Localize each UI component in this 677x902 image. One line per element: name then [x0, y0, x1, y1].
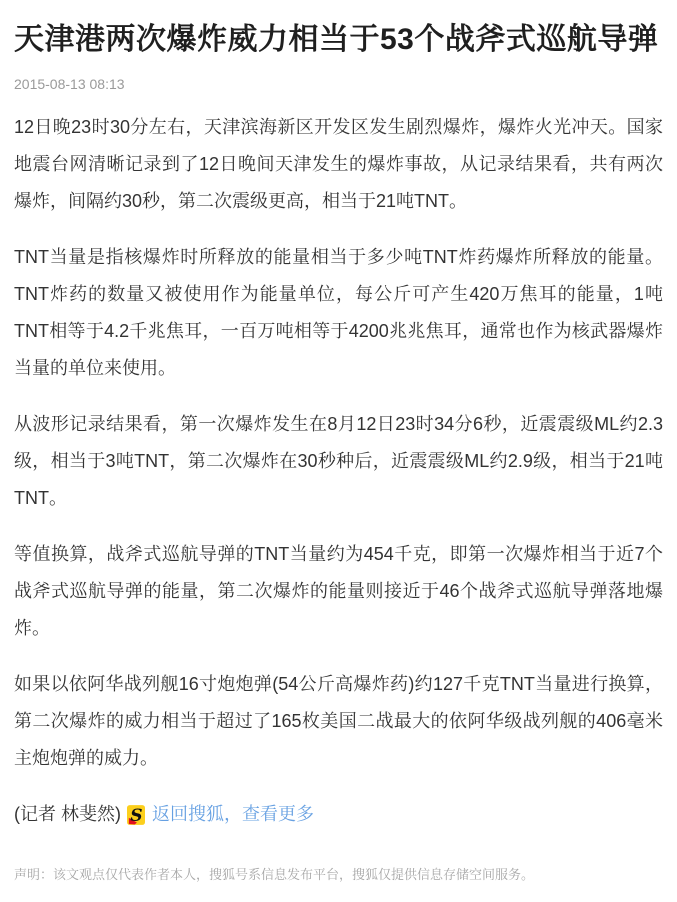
article-paragraph: 12日晚23时30分左右，天津滨海新区开发区发生剧烈爆炸，爆炸火光冲天。国家地震台网清晰记录到了12日晚间天津发生的爆炸事故，从记录结果看，共有两次爆炸，间隔约30秒，第二次震级更高，相当于21吨TNT。: [14, 117, 663, 211]
publish-date: 2015-08-13 08:13: [14, 76, 125, 92]
page-title: 天津港两次爆炸威力相当于53个战斧式巡航导弹: [14, 23, 659, 56]
back-link-label[interactable]: 返回搜狐，查看更多: [152, 804, 314, 824]
reporter-credit: (记者 林斐然): [14, 804, 121, 824]
article-paragraph: TNT当量是指核爆炸时所释放的能量相当于多少吨TNT炸药爆炸所释放的能量。TNT炸药的数量又被使用作为能量单位，每公斤可产生420万焦耳的能量，1吨TNT相等于4.2千兆焦耳，一百万吨相等于4200兆兆焦耳，通常也作为核武器爆炸当量的单位来使用。: [14, 247, 663, 378]
article-paragraph: 如果以依阿华战列舰16寸炮炮弹(54公斤高爆炸药)约127千克TNT当量进行换算，第二次爆炸的威力相当于超过了165枚美国二战最大的依阿华级战列舰的406毫米主炮炮弹的威力。: [14, 674, 663, 768]
article-paragraph: 等值换算，战斧式巡航导弹的TNT当量约为454千克，即第一次爆炸相当于近7个战斧式巡航导弹的能量，第二次爆炸的能量则接近于46个战斧式巡航导弹落地爆炸。: [14, 544, 663, 638]
platform-disclaimer: 声明：该文观点仅代表作者本人，搜狐号系信息发布平台，搜狐仅提供信息存储空间服务。: [14, 867, 535, 882]
reporter-line: [14, 796, 663, 833]
article-body: [14, 109, 663, 833]
svg-text:S: S: [130, 805, 143, 825]
article-paragraph: 从波形记录结果看，第一次爆炸发生在8月12日23时34分6秒，近震震级ML约2.3级，相当于3吨TNT，第二次爆炸在30秒种后，近震震级ML约2.9级，相当于21吨TNT。: [14, 414, 663, 508]
back-to-sohu-link[interactable]: [127, 796, 314, 833]
sohu-logo-icon[interactable]: [127, 805, 145, 825]
